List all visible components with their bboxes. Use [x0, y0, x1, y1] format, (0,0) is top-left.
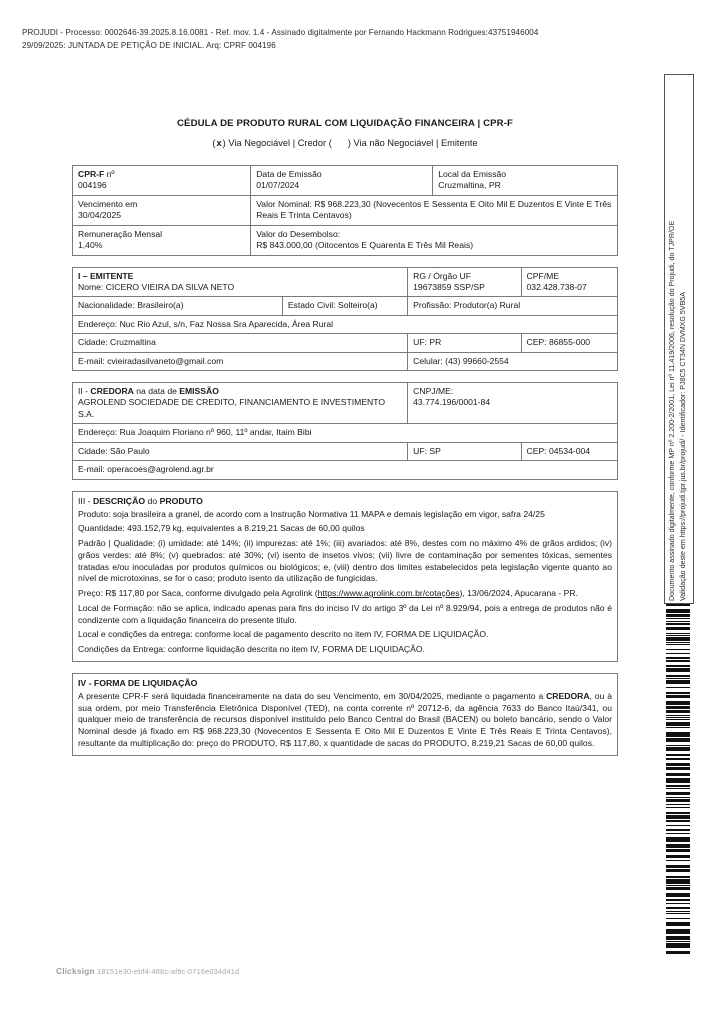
emitente-email-cell: E-mail: cvieiradasilvaneto@gmail.com	[73, 352, 408, 370]
clicksign-brand: Clicksign	[56, 966, 95, 976]
emitente-profession-cell: Profissão: Produtor(a) Rural	[408, 297, 618, 315]
projudi-barcode	[666, 604, 690, 956]
emission-date-label: Data de Emissão	[256, 169, 322, 179]
product-line: Produto: soja brasileira a granel, de acordo com a Instrução Normativa 11 MAPA e demais legislação em vigor, safra 24/25	[78, 508, 545, 519]
credora-cnpj-label: CNPJ/ME:	[413, 386, 454, 397]
table-row	[73, 352, 618, 370]
table-row	[73, 461, 618, 479]
quantity-line: Quantidade: 493.152,79 kg, equivalentes a 8.219,21 Sacas de 60,00 quilos	[78, 523, 365, 534]
table-row	[73, 383, 618, 424]
table-row	[73, 424, 618, 442]
table-row	[73, 166, 618, 196]
remuneration-cell	[73, 225, 251, 255]
delivery-conditions-line: Condições da Entrega: conforme liquidação descrita no item IV, FORMA DE LIQUIDAÇÃO.	[78, 644, 425, 655]
price-line-prefix: Preço: R$ 117,80 por Saca, conforme divulgado pela Agrolink (	[78, 588, 318, 599]
emitente-rg-value: 19673859 SSP/SP	[413, 281, 485, 292]
emitente-identity-cell	[73, 267, 408, 297]
price-line-suffix: ), 13/06/2024, Apucarana - PR.	[459, 588, 578, 599]
remuneration-value: 1,40%	[78, 240, 103, 251]
price-line	[78, 588, 612, 600]
credora-name: AGROLEND SOCIEDADE DE CREDITO, FINANCIAMENTO E INVESTIMENTO S.A.	[78, 397, 386, 419]
emitente-section-title: I – EMITENTE	[78, 270, 134, 281]
barcode-bar	[666, 951, 690, 954]
quality-standard-line: Padrão | Qualidade: (i) umidade: até 14%; (ii) impurezas: até 1%; (iii) avariados: até 8%, destes com no máximo 4% de grãos ardidos; (iv) grãos verdes: até 8%; (v) quebrados: até 30%; (vi) isento de insetos vivos; (vii) livre de contaminação por sementes tóxicas, sementes tratadas e/ou inoculadas por produtos químicos ou biológicos; e, (viii) dentro dos limites estabelecidos pela legislação vigente quanto ao nível de microtoxinas, se for o caso; produto isento da utilização de fungicidas.	[78, 538, 612, 584]
credora-section-title-emission: EMISSÃO	[179, 386, 219, 397]
credora-email-cell: E-mail: operacoes@agrolend.agr.br	[73, 461, 618, 479]
emitente-address-cell: Endereço: Nuc Rio Azul, s/n, Faz Nossa Sra Aparecida, Área Rural	[73, 315, 618, 333]
nominal-value-cell: Valor Nominal: R$ 968.223,30 (Novecentos E Sessenta E Oito Mil E Duzentos E Vinte E Três Reais E Trinta Centavos)	[251, 195, 618, 225]
emission-place-value: Cruzmaltina, PR	[438, 180, 501, 191]
cpr-number-label-suffix: nº	[104, 169, 115, 179]
liquidation-creditor-bold: CREDORA	[546, 690, 590, 701]
clicksign-footer	[56, 966, 239, 976]
emitente-cpf-value: 032.428.738-07	[526, 281, 587, 292]
credora-section-title-prefix: II -	[78, 386, 91, 397]
projudi-vertical-signature-band	[664, 74, 694, 604]
emitente-cpf-cell	[521, 267, 617, 297]
emitente-table	[72, 267, 618, 372]
disbursement-label: Valor do Desembolso:	[256, 228, 341, 239]
descricao-heading-bold: DESCRIÇÃO	[92, 495, 146, 506]
non-negotiable-checkbox-mark[interactable]	[332, 138, 334, 148]
disbursement-cell	[251, 225, 618, 255]
credora-cnpj-value: 43.774.196/0001-84	[413, 397, 491, 408]
cpr-number-label: CPR-F	[78, 169, 105, 179]
negotiable-checkbox-mark[interactable]: x	[216, 138, 222, 148]
projudi-stamp-line-2: 29/09/2025: JUNTADA DE PETIÇÃO DE INICIAL. Arq: CPRF 004196	[22, 41, 276, 51]
emitente-uf-cell: UF: PR	[408, 334, 521, 352]
table-row	[73, 334, 618, 352]
descricao-heading-prefix: III -	[78, 495, 93, 506]
subtitle-middle: ) Via Negociável | Credor (	[222, 138, 332, 148]
due-date-label: Vencimento em	[78, 198, 138, 209]
formation-place-line: Local de Formação: não se aplica, indicado apenas para fins do inciso IV do artigo 3º da Lei nº 8.929/94, pois a entrega de produtos não é condizente com a liquidação financeira do presente titulo.	[78, 602, 612, 625]
table-row	[73, 442, 618, 460]
emission-date-cell	[251, 166, 433, 196]
emitente-city-cell: Cidade: Cruzmaltina	[73, 334, 408, 352]
document-copy-selector	[72, 138, 618, 148]
emitente-rg-label: RG / Órgão UF	[413, 270, 471, 281]
product-description-heading	[78, 496, 612, 508]
agrolink-quote-link[interactable]: https://www.agrolink.com.br/cotações	[317, 588, 460, 599]
emitente-nationality-cell: Nacionalidade: Brasileiro(a)	[73, 297, 283, 315]
table-row	[73, 315, 618, 333]
table-row	[73, 267, 618, 297]
credora-cep-cell: CEP: 04534-004	[521, 442, 617, 460]
emitente-phone-cell: Celular: (43) 99660-2554	[408, 352, 618, 370]
liquidation-body-part-1: A presente CPR-F será liquidada financeiramente na data do seu Vencimento, em 30/04/2025, mediante o pagamento a	[78, 690, 547, 701]
document-body	[72, 118, 618, 767]
projudi-header-stamp	[22, 26, 652, 52]
credora-table	[72, 382, 618, 480]
clicksign-document-id: 18151e30-ebf4-488c-af9c-0716e034d41d	[97, 967, 240, 976]
credora-section-title-mid: na data de	[133, 386, 180, 397]
due-date-cell	[73, 195, 251, 225]
projudi-stamp-line-1: PROJUDI - Processo: 0002646-39.2025.8.16.0081 - Ref. mov. 1.4 - Assinado digitalmente por Fernando Hackmann Rodrigues:43751946004	[22, 28, 539, 37]
delivery-place-line: Local e condições da entrega: conforme local de pagamento descrito no item IV, FORMA DE LIQUIDAÇÃO.	[78, 629, 489, 640]
subtitle-end: ) Via não Negociável | Emitente	[347, 138, 478, 148]
due-date-value: 30/04/2025	[78, 210, 122, 221]
descricao-heading-produto: PRODUTO	[159, 495, 203, 506]
page-title: CÉDULA DE PRODUTO RURAL COM LIQUIDAÇÃO FINANCEIRA | CPR-F	[177, 118, 513, 129]
credora-cnpj-cell	[408, 383, 618, 424]
credora-address-cell: Endereço: Rua Joaquim Floriano nº 960, 11º andar, Itaim Bibi	[73, 424, 618, 442]
liquidation-body	[78, 691, 612, 750]
disbursement-value: R$ 843.000,00 (Oitocentos E Quarenta E Três Mil Reais)	[256, 240, 474, 251]
emitente-cep-cell: CEP: 86855-000	[521, 334, 617, 352]
product-description-block	[72, 491, 618, 662]
table-row	[73, 195, 618, 225]
credora-city-cell: Cidade: São Paulo	[73, 442, 408, 460]
remuneration-label: Remuneração Mensal	[78, 228, 163, 239]
projudi-vertical-text	[667, 77, 689, 601]
projudi-vertical-line-2: Validação deste em https://projudi.tjpr.jus.br/projudi/ - Identificador: PJ8C5 CT34N DVMXG 5VB5A	[678, 292, 687, 601]
liquidation-body-part-2: , ou à sua ordem, por meio Transferência Eletrônica Disponível (TED), na conta corrente nº 20712-6, da agência 7633 do Banco Itaú/341, ou qualquer meio de transferência de recursos disponível instituído pelo Banco Central do Brasil (BACEN) ou boleto bancário, sendo o Valor Nominal desde já fixado em R$ 968.223,30 (Novecentos E Sessenta E Oito Mil E Duzentos E Vinte E Três Reais E Trinta Centavos), resultante da multiplicação do: preço do PRODUTO, R$ 117,80, x quantidade de sacas do PRODUTO, 8.219,21 Sacas de 60,00 quilos.	[78, 690, 612, 748]
emission-place-label: Local da Emissão	[438, 169, 507, 179]
descricao-heading-mid: do	[145, 495, 160, 506]
subtitle-open-paren: (	[212, 138, 216, 148]
table-row	[73, 297, 618, 315]
emitente-marital-cell: Estado Civil: Solteiro(a)	[282, 297, 407, 315]
emitente-rg-cell	[408, 267, 521, 297]
table-row	[73, 225, 618, 255]
cpr-number-cell	[73, 166, 251, 196]
emission-place-cell	[433, 166, 618, 196]
emitente-cpf-label: CPF/ME	[526, 270, 559, 281]
cpr-header-table	[72, 165, 618, 256]
liquidation-form-block	[72, 673, 618, 756]
cpr-number-value: 004196	[78, 180, 107, 191]
liquidation-heading: IV - FORMA DE LIQUIDAÇÃO	[78, 677, 198, 688]
credora-identity-cell	[73, 383, 408, 424]
emitente-name: Nome: CICERO VIEIRA DA SILVA NETO	[78, 281, 235, 292]
credora-uf-cell: UF: SP	[408, 442, 521, 460]
emission-date-value: 01/07/2024	[256, 180, 300, 191]
projudi-vertical-line-1: Documento assinado digitalmente, conforme MP nº 2.200-2/2001, Lei nº 11.419/2006, resolução do Projudi, do TJPR/OE	[668, 220, 676, 601]
credora-section-title-bold: CREDORA	[90, 386, 134, 397]
